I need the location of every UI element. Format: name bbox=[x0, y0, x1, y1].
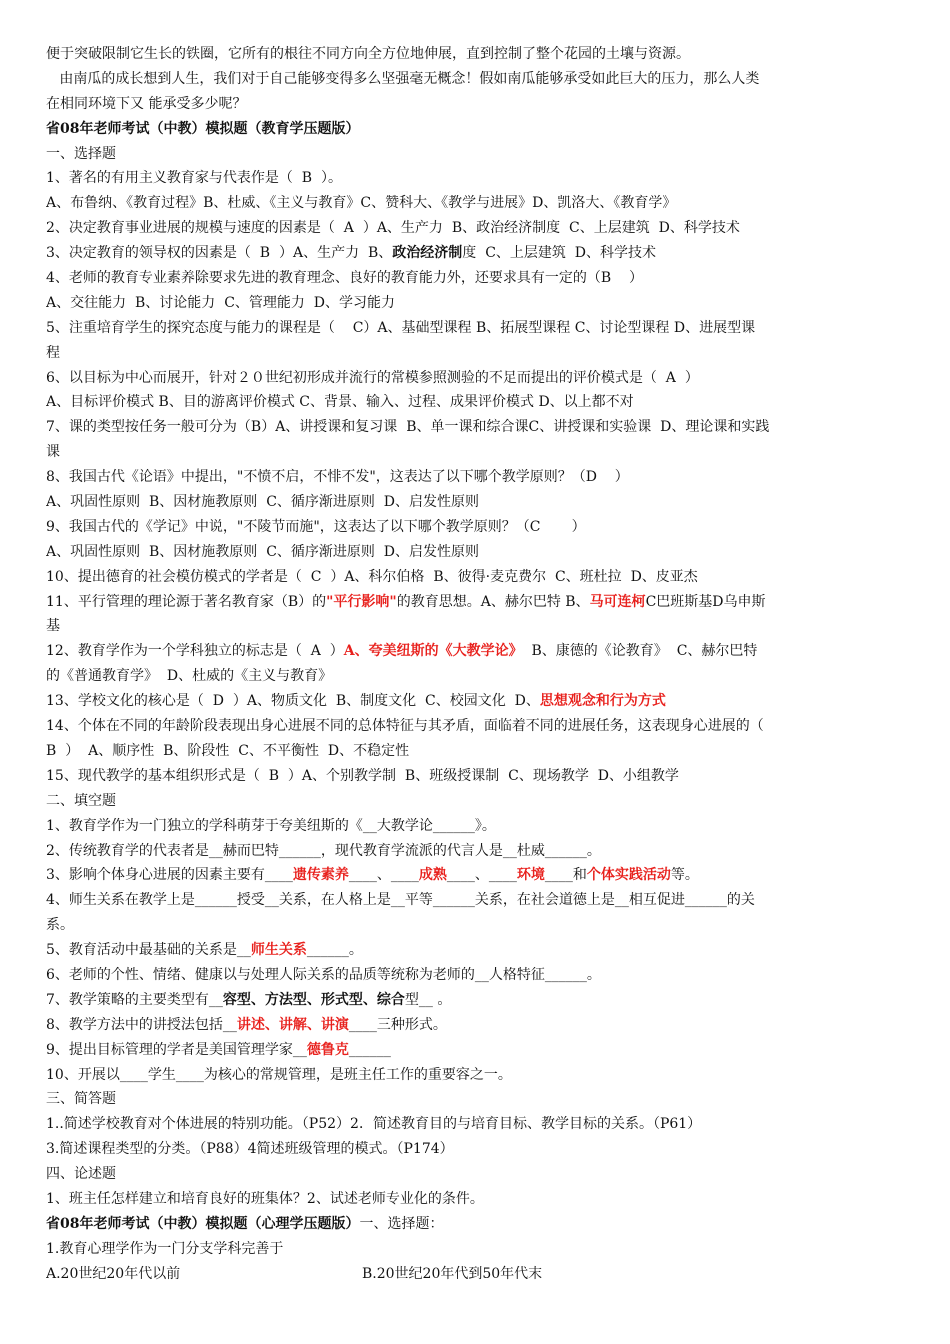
text-run: 12、教育学作为一个学科独立的标志是（ A ） bbox=[46, 643, 344, 660]
highlighted-answer: 环境 bbox=[516, 867, 545, 884]
bold-text: 容型、方法型、形式型、综合 bbox=[222, 991, 405, 1008]
text-run: 一、选择题 bbox=[46, 145, 116, 162]
text-run: 8、教学方法中的讲授法包括__ bbox=[46, 1016, 237, 1033]
highlighted-answer: 成熟 bbox=[418, 867, 447, 884]
text-run: 度 C、上层建筑 D、科学技术 bbox=[462, 245, 657, 262]
text-run: A、巩固性原则 B、因材施教原则 C、循序渐进原则 D、启发性原则 bbox=[46, 494, 480, 511]
text-run: A、巩固性原则 B、因材施教原则 C、循序渐进原则 D、启发性原则 bbox=[46, 543, 480, 560]
text-line bbox=[46, 515, 908, 540]
text-run: 系。 bbox=[46, 917, 74, 934]
text-run: 5、教育活动中最基础的关系是__ bbox=[46, 942, 251, 959]
text-line bbox=[46, 341, 908, 366]
section-heading: 省08年老师考试（中教）模拟题（教育学压题版） bbox=[46, 120, 360, 137]
text-line bbox=[46, 789, 908, 814]
text-run: 四、论述题 bbox=[46, 1166, 116, 1183]
text-line bbox=[46, 764, 908, 789]
highlighted-answer: 马可连柯 bbox=[589, 593, 646, 610]
text-run: 7、教学策略的主要类型有__ bbox=[46, 991, 223, 1008]
text-run: 4、师生关系在教学上是______授受__关系，在人格上是__平等______关系，在社会道德上是__相互促进______的关 bbox=[46, 892, 755, 909]
text-run: 14、个体在不同的年龄阶段表现出身心进展不同的总体特征与其矛盾，面临着不同的进展任务，这表现身心进展的（ bbox=[46, 718, 764, 735]
text-run: 二、填空题 bbox=[46, 792, 116, 809]
highlighted-answer: 个体实践活动 bbox=[586, 867, 671, 884]
text-run: ____三种形式。 bbox=[348, 1016, 447, 1033]
text-run: 程 bbox=[46, 344, 60, 361]
text-line bbox=[46, 1187, 908, 1212]
text-line bbox=[46, 465, 908, 490]
text-line bbox=[46, 241, 908, 266]
text-run: 10、提出德育的社会模仿模式的学者是（ C ）A、科尔伯格 B、彼得·麦克费尔 C、班杜拉 D、皮亚杰 bbox=[46, 568, 698, 585]
text-run: ____和 bbox=[544, 867, 587, 884]
text-line bbox=[46, 1137, 908, 1162]
text-line bbox=[46, 1087, 908, 1112]
text-run: 6、老师的个性、情绪、健康以与处理人际关系的品质等统称为老师的__人格特征______。 bbox=[46, 966, 601, 983]
text-run: 8、我国古代《论语》中提出，"不愤不启，不悱不发"，这表达了以下哪个教学原则？（D ） bbox=[46, 469, 629, 486]
text-line bbox=[46, 1212, 908, 1237]
text-run: ____、____ bbox=[348, 867, 419, 884]
highlighted-answer: 遗传素养 bbox=[292, 867, 349, 884]
text-line bbox=[46, 963, 908, 988]
text-line bbox=[46, 540, 908, 565]
text-run: A、目标评价模式 B、目的游离评价模式 C、背景、输入、过程、成果评价模式 D、以上都不对 bbox=[46, 394, 634, 411]
text-line bbox=[46, 938, 908, 963]
text-line bbox=[46, 565, 908, 590]
text-line bbox=[46, 42, 908, 67]
document-page bbox=[46, 42, 908, 1287]
text-run: B ） A、顺序性 B、阶段性 C、不平衡性 D、不稳定性 bbox=[46, 742, 410, 759]
text-run: 5、注重培育学生的探究态度与能力的课程是（ C）A、基础型课程 B、拓展型课程 C、讨论型课程 D、进展型课 bbox=[46, 319, 756, 336]
text-line bbox=[46, 92, 908, 117]
text-line bbox=[46, 639, 908, 664]
text-line bbox=[46, 266, 908, 291]
text-run: 1..简述学校教育对个体进展的特别功能。（P52）2．简述教育目的与培育目标、教学目标的关系。（P61） bbox=[46, 1116, 702, 1133]
text-line bbox=[46, 1112, 908, 1137]
text-line bbox=[46, 142, 908, 167]
text-line bbox=[46, 316, 908, 341]
text-line bbox=[46, 1063, 908, 1088]
text-run: 便于突破限制它生长的铁圈，它所有的根往不同方向全方位地伸展，直到控制了整个花园的土壤与资源。 bbox=[46, 46, 690, 62]
text-run: 9、我国古代的《学记》中说，"不陵节而施"，这表达了以下哪个教学原则？（C ） bbox=[46, 518, 586, 535]
text-run: C巴班斯基D乌申斯 bbox=[645, 593, 766, 610]
text-line bbox=[46, 664, 908, 689]
text-line bbox=[46, 67, 908, 92]
text-line bbox=[46, 440, 908, 465]
text-line bbox=[46, 216, 908, 241]
text-line bbox=[46, 1162, 908, 1187]
highlighted-answer: 师生关系 bbox=[250, 942, 307, 959]
text-run: 10、开展以____学生____为核心的常规管理，是班主任工作的重要容之一。 bbox=[46, 1066, 512, 1083]
text-line bbox=[46, 1038, 908, 1063]
text-line bbox=[46, 888, 908, 913]
text-line bbox=[46, 913, 908, 938]
text-line bbox=[46, 1262, 908, 1287]
text-run: 4、老师的教育专业素养除要求先进的教育理念、良好的教育能力外，还要求具有一定的（B ） bbox=[46, 270, 643, 287]
highlighted-answer: 讲述、讲解、讲演 bbox=[236, 1016, 349, 1033]
section-heading: 省08年老师考试（中教）模拟题（心理学压题版） bbox=[46, 1215, 360, 1232]
text-run: 基 bbox=[46, 618, 60, 635]
text-run: 11、平行管理的理论源于著名教育家（B）的 bbox=[46, 593, 327, 610]
text-run: 1、班主任怎样建立和培育良好的班集体？2、试述老师专业化的条件。 bbox=[46, 1190, 484, 1207]
text-run: 1、著名的有用主义教育家与代表作是（ B ）。 bbox=[46, 170, 342, 187]
text-run: 三、简答题 bbox=[46, 1091, 116, 1108]
text-line bbox=[46, 191, 908, 216]
highlighted-answer: 德鲁克 bbox=[306, 1041, 349, 1058]
text-run: B、康德的《论教育》 C、赫尔巴特 bbox=[522, 643, 758, 660]
text-line bbox=[46, 1237, 908, 1262]
text-line bbox=[46, 366, 908, 391]
text-line bbox=[46, 814, 908, 839]
text-line bbox=[46, 839, 908, 864]
text-line bbox=[46, 714, 908, 739]
text-line bbox=[46, 863, 908, 888]
text-run: 13、学校文化的核心是（ D ）A、物质文化 B、制度文化 C、校园文化 D、 bbox=[46, 693, 540, 710]
text-run: 1.教育心理学作为一门分支学科完善于 bbox=[46, 1240, 284, 1257]
text-run: 15、现代教学的基本组织形式是（ B ）A、个别教学制 B、班级授课制 C、现场教学 D、小组教学 bbox=[46, 767, 679, 784]
text-line bbox=[46, 415, 908, 440]
text-run: A、交往能力 B、讨论能力 C、管理能力 D、学习能力 bbox=[46, 294, 396, 311]
text-run: 一、选择题： bbox=[359, 1215, 444, 1232]
text-run: 2、决定教育事业进展的规模与速度的因素是（ A ）A、生产力 B、政治经济制度 C、上层建筑 D、科学技术 bbox=[46, 220, 740, 237]
text-run: 的教育思想。A、赫尔巴特 B、 bbox=[396, 593, 590, 610]
highlighted-answer: 思想观念和行为方式 bbox=[539, 693, 666, 710]
text-run: 由南瓜的成长想到人生，我们对于自己能够变得多么坚强毫无概念！假如南瓜能够承受如此巨大的压力，那么人类 bbox=[46, 70, 760, 87]
highlighted-answer: A、夸美纽斯的《大教学论》 bbox=[343, 643, 523, 660]
text-line bbox=[46, 590, 908, 615]
text-line bbox=[46, 739, 908, 764]
text-run: 7、课的类型按任务一般可分为（B）A、讲授课和复习课 B、单一课和综合课C、讲授课和实验课 D、理论课和实践 bbox=[46, 419, 770, 436]
text-run: 课 bbox=[46, 444, 60, 461]
text-line bbox=[46, 689, 908, 714]
text-line bbox=[46, 1013, 908, 1038]
text-line bbox=[46, 166, 908, 191]
text-run: A.20世纪20年代以前 bbox=[46, 1265, 181, 1282]
text-run: 2、传统教育学的代表者是__赫而巴特______，现代教育学流派的代言人是__杜威______。 bbox=[46, 842, 601, 859]
text-run: ______ bbox=[348, 1041, 391, 1058]
text-run: B.20世纪20年代到50年代末 bbox=[362, 1265, 543, 1282]
text-run: ______。 bbox=[306, 942, 363, 959]
text-run: 在相同环境下又 能承受多少呢？ bbox=[46, 95, 247, 112]
text-line bbox=[46, 490, 908, 515]
text-run: 3、决定教育的领导权的因素是（ B ）A、生产力 B、 bbox=[46, 245, 393, 262]
text-line bbox=[46, 390, 908, 415]
text-run: 3.简述课程类型的分类。（P88）4简述班级管理的模式。（P174） bbox=[46, 1141, 454, 1158]
text-line bbox=[46, 117, 908, 142]
text-run: ____、____ bbox=[446, 867, 517, 884]
text-run: 的《普通教育学》 D、杜威的《主义与教育》 bbox=[46, 668, 333, 685]
text-run: A、布鲁纳、《教育过程》B、杜威、《主义与教育》C、赞科大、《教学与进展》D、凯洛大、《教育学》 bbox=[46, 195, 677, 212]
text-run: 型__ 。 bbox=[404, 991, 452, 1008]
text-line bbox=[46, 614, 908, 639]
text-run: 6、以目标为中心而展开，针对２０世纪初形成并流行的常模参照测验的不足而提出的评价模式是（ A ） bbox=[46, 369, 699, 386]
text-line bbox=[46, 988, 908, 1013]
highlighted-answer: "平行影响" bbox=[326, 593, 397, 610]
text-run: 9、提出目标管理的学者是美国管理学家__ bbox=[46, 1041, 307, 1058]
text-run: 1、教育学作为一门独立的学科萌芽于夸美纽斯的《__大教学论______》。 bbox=[46, 817, 496, 834]
text-line bbox=[46, 291, 908, 316]
text-run: 等。 bbox=[670, 867, 699, 884]
bold-text: 政治经济制 bbox=[392, 245, 463, 262]
text-run: 3、影响个体身心进展的因素主要有____ bbox=[46, 867, 293, 884]
